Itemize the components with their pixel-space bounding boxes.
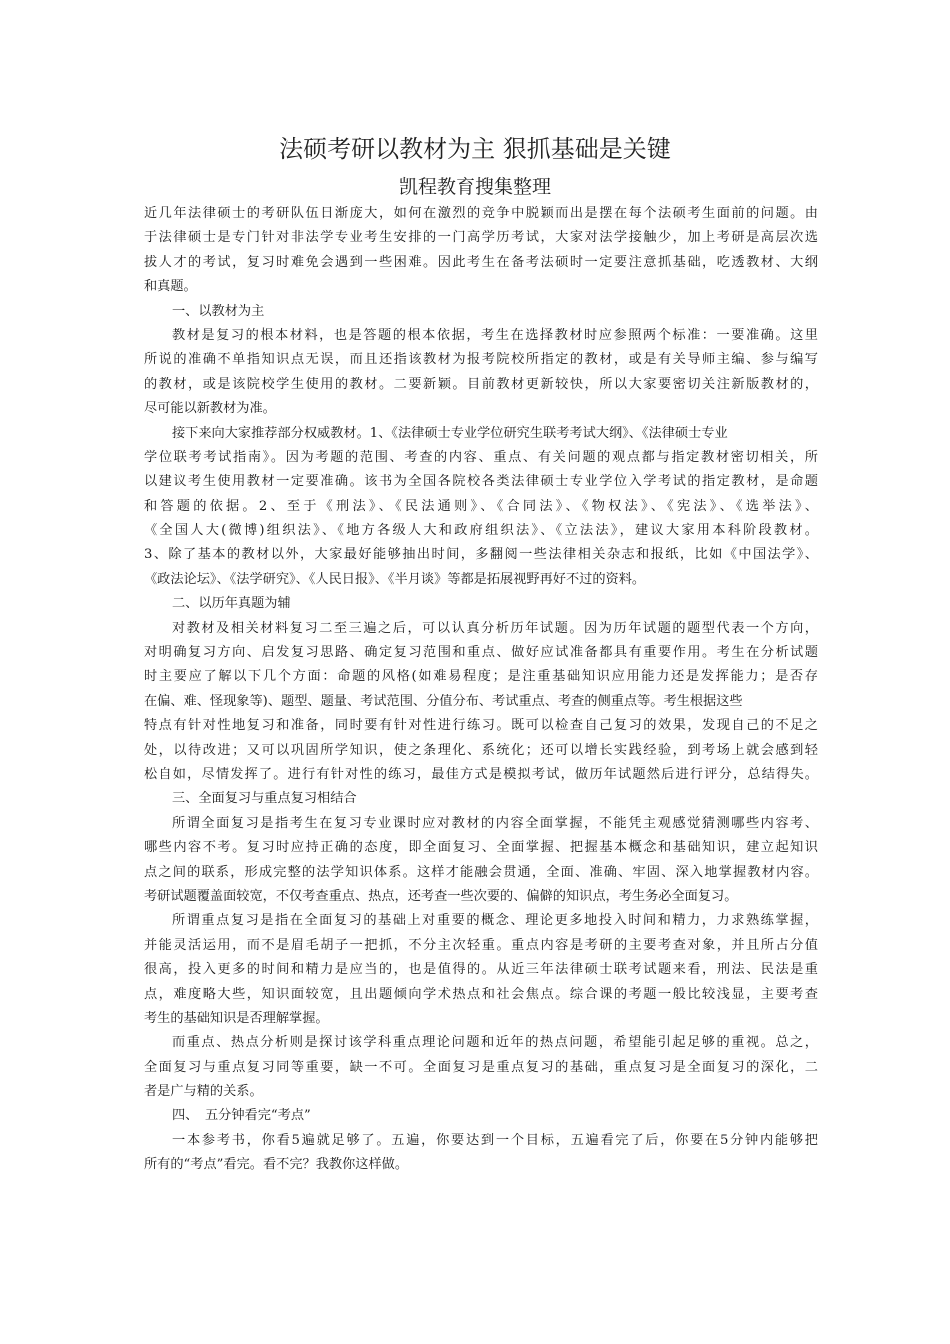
text-line: 考研试题覆盖面较宽，不仅考查重点、热点，还考查一些次要的、偏僻的知识点，考生务必全面复习。 [144, 888, 738, 904]
text-line: 的教材，或是该院校学生使用的教材。二要新颖。目前教材更新较快，所以大家要密切关注新版教材的， [144, 376, 818, 392]
text-line: 时主要应了解以下几个方面：命题的风格(如难易程度；是注重基础知识应用能力还是发挥能力；是否存 [144, 669, 818, 685]
text-line: 很高，投入更多的时间和精力是应当的，也是值得的。从近三年法律硕士联考试题来看，刑法、民法是重 [144, 962, 818, 978]
text-line: 者是广与精的关系。 [144, 1084, 263, 1100]
document-title: 法硕考研以教材为主 狠抓基础是关键 [279, 135, 671, 163]
text-line: 《政法论坛》、《法学研究》、《人民日报》、《半月谈》等都是拓展视野再好不过的资料。 [144, 571, 646, 587]
text-line: 全面复习与重点复习同等重要，缺一不可。全面复习是重点复习的基础，重点复习是全面复习的深化，二 [144, 1059, 818, 1075]
text-line: 特点有针对性地复习和准备，同时要有针对性进行练习。既可以检查自己复习的效果，发现自己的不足之 [144, 718, 818, 734]
text-line: 学位联考考试指南》。因为考题的范围、考查的内容、重点、有关问题的观点都与指定教材密切相关，所 [144, 449, 818, 465]
text-line: 以建议考生使用教材一定要准确。该书为全国各院校各类法律硕士专业学位入学考试的指定教材，是命题 [144, 474, 818, 490]
text-line: 四、 五分钟看完“考点” [172, 1108, 311, 1124]
text-line: 和真题。 [144, 279, 197, 295]
text-line: 考生的基础知识是否理解掌握。 [144, 1010, 329, 1026]
text-line: 处，以待改进；又可以巩固所学知识，使之条理化、系统化；还可以增长实践经验，到考场上就会感到轻 [144, 742, 818, 758]
text-line: 点之间的联系，形成完整的法学知识体系。这样才能融会贯通，全面、准确、牢固、深入地掌握教材内容。 [144, 864, 818, 880]
document-body [144, 202, 818, 1178]
text-line: 一、以教材为主 [172, 303, 265, 319]
text-line: 在偏、难、怪现象等)、题型、题量、考试范围、分值分布、考试重点、考查的侧重点等。考生根据这些 [144, 693, 743, 709]
text-line: 近几年法律硕士的考研队伍日渐庞大，如何在激烈的竞争中脱颖而出是摆在每个法硕考生面前的问题。由 [144, 206, 818, 221]
text-line: 点，难度略大些，知识面较宽，且出题倾向学术热点和社会焦点。综合课的考题一般比较浅显，主要考查 [144, 986, 818, 1002]
text-line: 和答题的依据。2、至于《刑法》、《民法通则》、《合同法》、《物权法》、《宪法》、《选举法》、 [144, 498, 818, 514]
text-line: 于法律硕士是专门针对非法学专业考生安排的一门高学历考试，大家对法学接触少，加上考研是高层次选 [144, 230, 818, 246]
text-line: 接下来向大家推荐部分权威教材。1、《法律硕士专业学位研究生联考考试大纲》、《法律硕士专业 [172, 425, 728, 441]
text-line: 3、除了基本的教材以外，大家最好能够抽出时间，多翻阅一些法律相关杂志和报纸，比如《中国法学》、 [144, 547, 818, 563]
text-line: 教材是复习的根本材料，也是答题的根本依据，考生在选择教材时应参照两个标准：一要准确。这里 [172, 327, 818, 343]
text-line: 哪些内容不考。复习时应持正确的态度，即全面复习、全面掌握、把握基本概念和基础知识，建立起知识 [144, 840, 818, 856]
text-line: 二、以历年真题为辅 [172, 596, 291, 612]
text-line: 尽可能以新教材为准。 [144, 401, 276, 417]
text-line: 拔人才的考试，复习时难免会遇到一些困难。因此考生在备考法硕时一定要注意抓基础，吃透教材、大纲 [144, 254, 818, 270]
document-subtitle: 凯程教育搜集整理 [398, 176, 551, 198]
text-line: 所说的准确不单指知识点无误，而且还指该教材为报考院校所指定的教材，或是有关导师主编、参与编写 [144, 352, 818, 368]
text-line: 一本参考书，你看5遍就足够了。五遍，你要达到一个目标，五遍看完了后，你要在5分钟内能够把 [172, 1132, 818, 1148]
text-line: 松自如，尽情发挥了。进行有针对性的练习，最佳方式是模拟考试，做历年试题然后进行评分，总结得失。 [144, 766, 818, 782]
text-line: 对教材及相关材料复习二至三遍之后，可以认真分析历年试题。因为历年试题的题型代表一个方向， [172, 620, 818, 636]
text-line: 所谓全面复习是指考生在复习专业课时应对教材的内容全面掌握，不能凭主观感觉猜测哪些内容考、 [172, 815, 818, 831]
text-line: 所谓重点复习是指在全面复习的基础上对重要的概念、理论更多地投入时间和精力，力求熟练掌握， [172, 913, 818, 929]
text-line: 并能灵活运用，而不是眉毛胡子一把抓，不分主次轻重。重点内容是考研的主要考查对象，并且所占分值 [144, 937, 818, 953]
text-line: 而重点、热点分析则是探讨该学科重点理论问题和近年的热点问题，希望能引起足够的重视。总之， [172, 1035, 818, 1051]
text-line: 所有的“考点”看完。看不完？我教你这样做。 [144, 1157, 409, 1173]
text-line: 对明确复习方向、启发复习思路、确定复习范围和重点、做好应试准备都具有重要作用。考生在分析试题 [144, 645, 818, 661]
text-line: 三、全面复习与重点复习相结合 [172, 791, 357, 807]
text-line: 《全国人大(微博)组织法》、《地方各级人大和政府组织法》、《立法法》，建议大家用本科阶段教材。 [144, 523, 818, 539]
